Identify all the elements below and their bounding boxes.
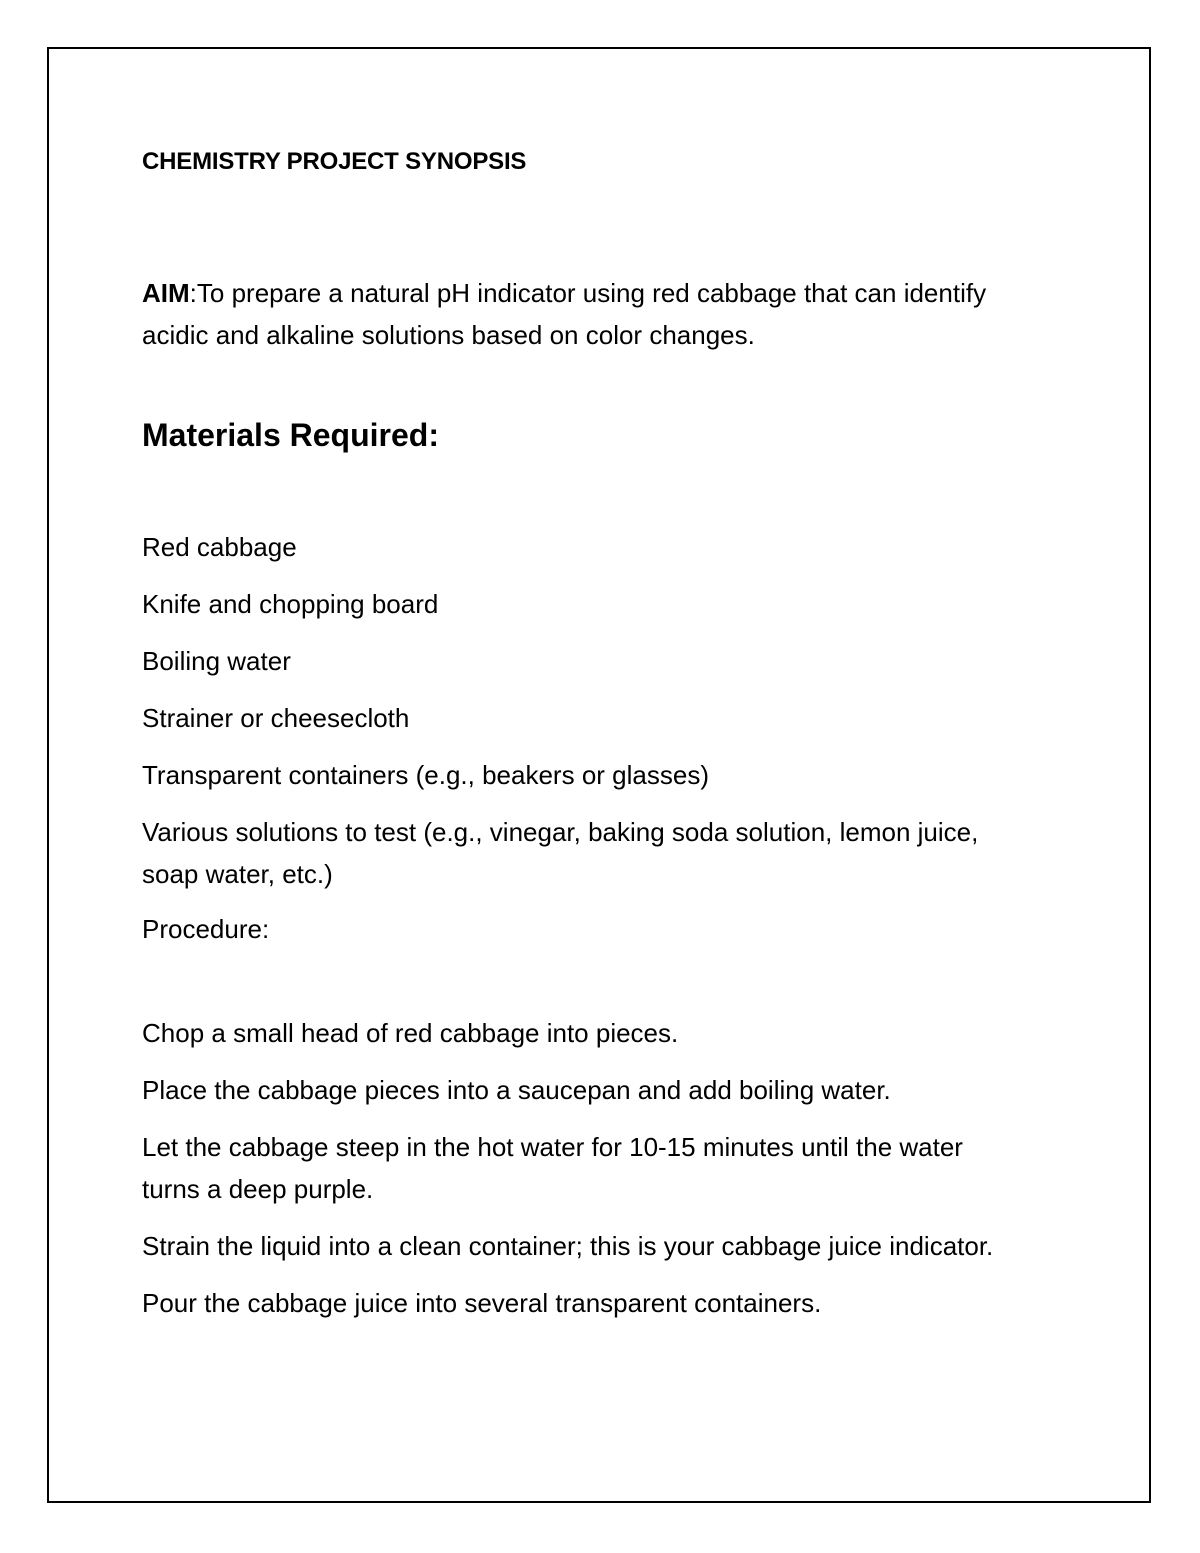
materials-heading: Materials Required: [142,417,439,453]
list-item: Transparent containers (e.g., beakers or glasses) [142,760,709,790]
list-item: Boiling water [142,646,291,676]
document-title: CHEMISTRY PROJECT SYNOPSIS [142,148,527,175]
procedure-list [142,1012,1012,1339]
list-item: Various solutions to test (e.g., vinegar, baking soda solution, lemon juice, soap water, etc.) [142,817,979,889]
list-item: Chop a small head of red cabbage into pieces. [142,1018,679,1048]
list-item: Knife and chopping board [142,589,439,619]
procedure-heading: Procedure: [142,914,270,944]
list-item: Let the cabbage steep in the hot water for 10-15 minutes until the water turns a deep purple. [142,1132,963,1204]
list-item: Red cabbage [142,532,297,562]
aim-label: AIM [142,278,190,308]
aim-separator: : [189,278,197,308]
materials-list [142,526,1012,910]
list-item: Strain the liquid into a clean container; this is your cabbage juice indicator. [142,1231,994,1261]
list-item: Pour the cabbage juice into several transparent containers. [142,1288,822,1318]
list-item: Strainer or cheesecloth [142,703,410,733]
aim-text: To prepare a natural pH indicator using red cabbage that can identify acidic and alkaline solutions based on color changes. [142,278,987,350]
aim-paragraph [142,272,1012,356]
list-item: Place the cabbage pieces into a saucepan and add boiling water. [142,1075,891,1105]
